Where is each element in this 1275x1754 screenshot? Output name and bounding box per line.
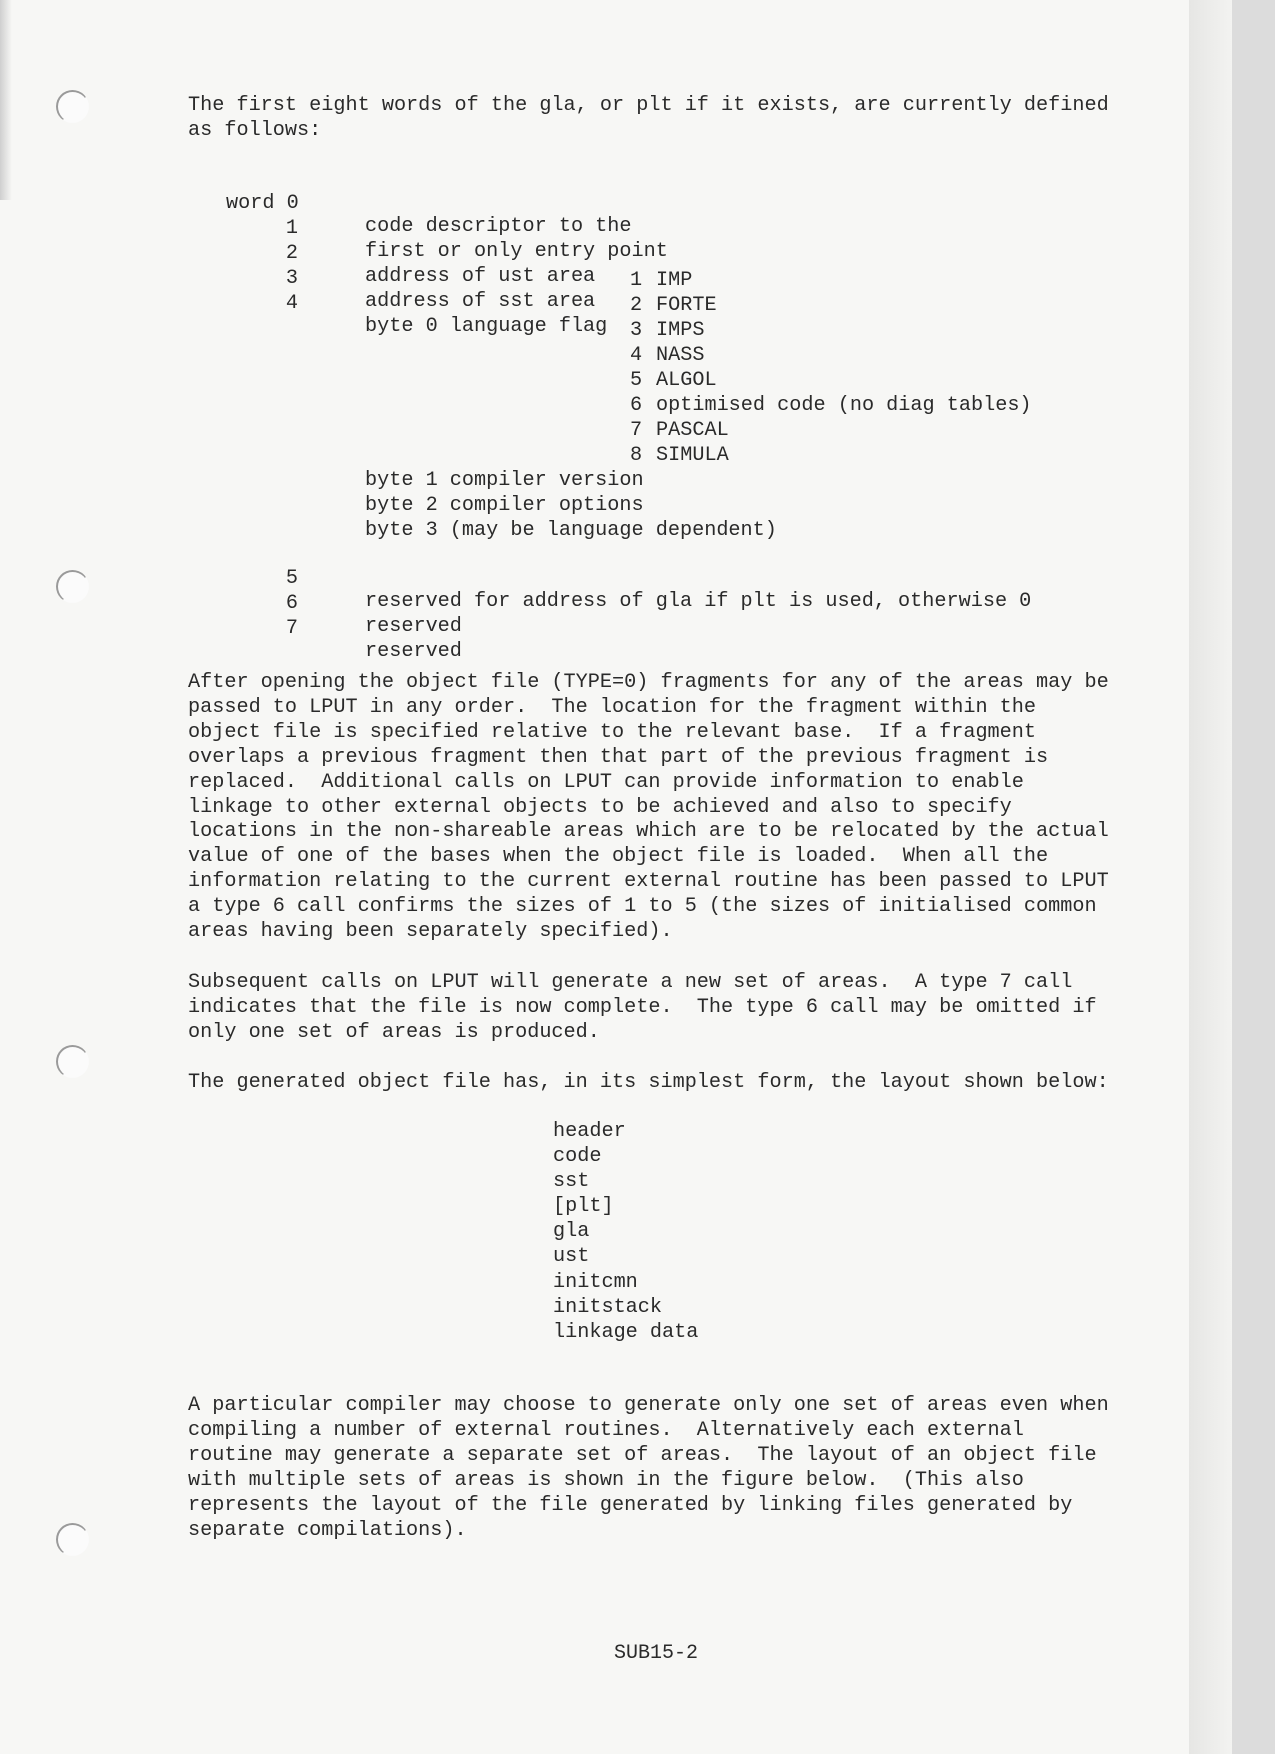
layout-item: [plt] xyxy=(553,1195,614,1219)
language-flag-number: 2 xyxy=(630,294,643,317)
language-flag-number: 8 xyxy=(630,444,643,467)
intro-paragraph: The first eight words of the gla, or plt if it exists, are currently defined as follows: xyxy=(188,94,1109,142)
language-flag-number: 3 xyxy=(630,319,643,342)
language-flag-label: PASCAL xyxy=(656,419,729,442)
word-number: 5 xyxy=(285,567,298,590)
object-file-paragraph: After opening the object file (TYPE=0) fragments for any of the areas may be passed to LPUT in any order. The location for the fragment within the object file is specified relative to the relevant base. If a fragment overlaps a previous fragment then that part of the previous fragment is replaced. Additional calls on LPUT can provide information to enable linkage to other external objects to be achieved and also to specify locations in the non-shareable areas which are to be relocated by the actual value of one of the bases when the object file is loaded. When all the information relating to the current external routine has been passed to LPUT a type 6 call confirms the sizes of 1 to 5 (the sizes of initialised common areas having been separately specified). xyxy=(188,671,1109,944)
word-row xyxy=(188,544,1088,613)
word-number: 1 xyxy=(285,217,298,240)
layout-item: code xyxy=(553,1145,602,1169)
word-description: code descriptor to the xyxy=(365,215,632,238)
word-number: 2 xyxy=(285,242,298,265)
layout-item: ust xyxy=(553,1245,590,1269)
byte-description: byte 2 compiler options xyxy=(365,494,644,517)
word-number: 4 xyxy=(285,292,298,315)
layout-item: gla xyxy=(553,1220,590,1244)
language-flag xyxy=(630,394,1032,419)
language-flag-label: NASS xyxy=(656,344,705,367)
word-description: address of ust area xyxy=(365,265,596,288)
language-flag-number: 4 xyxy=(630,344,643,367)
byte-description: byte 1 compiler version xyxy=(365,469,644,492)
language-flag-number: 1 xyxy=(630,269,643,292)
language-flag-number: 7 xyxy=(630,419,643,442)
layout-item: initstack xyxy=(553,1295,663,1319)
word-number: 6 xyxy=(285,592,298,615)
object-file-layout-list xyxy=(553,1119,698,1345)
layout-item: linkage data xyxy=(553,1320,699,1344)
byte-description: byte 3 (may be language dependent) xyxy=(365,519,777,542)
page-fold-shadow xyxy=(0,0,12,200)
language-flag-number: 5 xyxy=(630,369,643,392)
word-description: reserved xyxy=(365,615,462,638)
subsequent-calls-paragraph: Subsequent calls on LPUT will generate a new set of areas. A type 7 call indicates that the file is now complete. The type 6 call may be omitted if only one set of areas is produced. xyxy=(188,971,1097,1044)
language-flag-label: SIMULA xyxy=(656,444,729,467)
layout-item: sst xyxy=(553,1170,590,1194)
layout-item: header xyxy=(553,1120,626,1143)
language-flag-label: FORTE xyxy=(656,294,717,317)
language-flag xyxy=(630,344,704,369)
word-number: 7 xyxy=(285,617,298,640)
punch-hole xyxy=(56,1045,89,1078)
word-number: word 0 xyxy=(226,192,299,215)
layout-item: initcmn xyxy=(553,1270,638,1294)
language-flag xyxy=(630,294,717,319)
word-row xyxy=(188,169,1088,238)
word-description: address of sst area xyxy=(365,290,596,313)
word-number: 3 xyxy=(285,267,298,290)
punch-hole xyxy=(56,570,89,603)
language-flag xyxy=(630,444,729,469)
word-description: first or only entry point xyxy=(365,240,668,263)
language-flag xyxy=(630,419,729,444)
punch-hole xyxy=(56,1523,89,1556)
word-description: reserved for address of gla if plt is used, otherwise 0 xyxy=(365,590,1032,613)
language-flag-label: optimised code (no diag tables) xyxy=(656,394,1032,417)
punch-hole xyxy=(56,90,89,123)
language-flag xyxy=(630,369,717,394)
layout-intro-paragraph: The generated object file has, in its simplest form, the layout shown below: xyxy=(188,1071,1109,1094)
word-description: byte 0 language flag xyxy=(365,315,608,338)
page-footer: SUB15-2 xyxy=(614,1642,699,1665)
multiple-sets-paragraph: A particular compiler may choose to generate only one set of areas even when compiling a number of external routines. Alternatively each external routine may generate a separate set of areas. The layout of an object file with multiple sets of areas is shown in the figure below. (This also represents the layout of the file generated by linking files generated by separate compilations). xyxy=(188,1394,1109,1542)
language-flag-label: IMP xyxy=(656,269,693,292)
word-description: reserved xyxy=(365,640,462,663)
language-flag-number: 6 xyxy=(630,394,643,417)
language-flag-label: IMPS xyxy=(656,319,705,342)
language-flag xyxy=(630,319,704,344)
page-edge-shadow xyxy=(1189,0,1232,1754)
word-row xyxy=(188,594,1088,663)
language-flag xyxy=(630,269,692,294)
language-flag-label: ALGOL xyxy=(656,369,717,392)
